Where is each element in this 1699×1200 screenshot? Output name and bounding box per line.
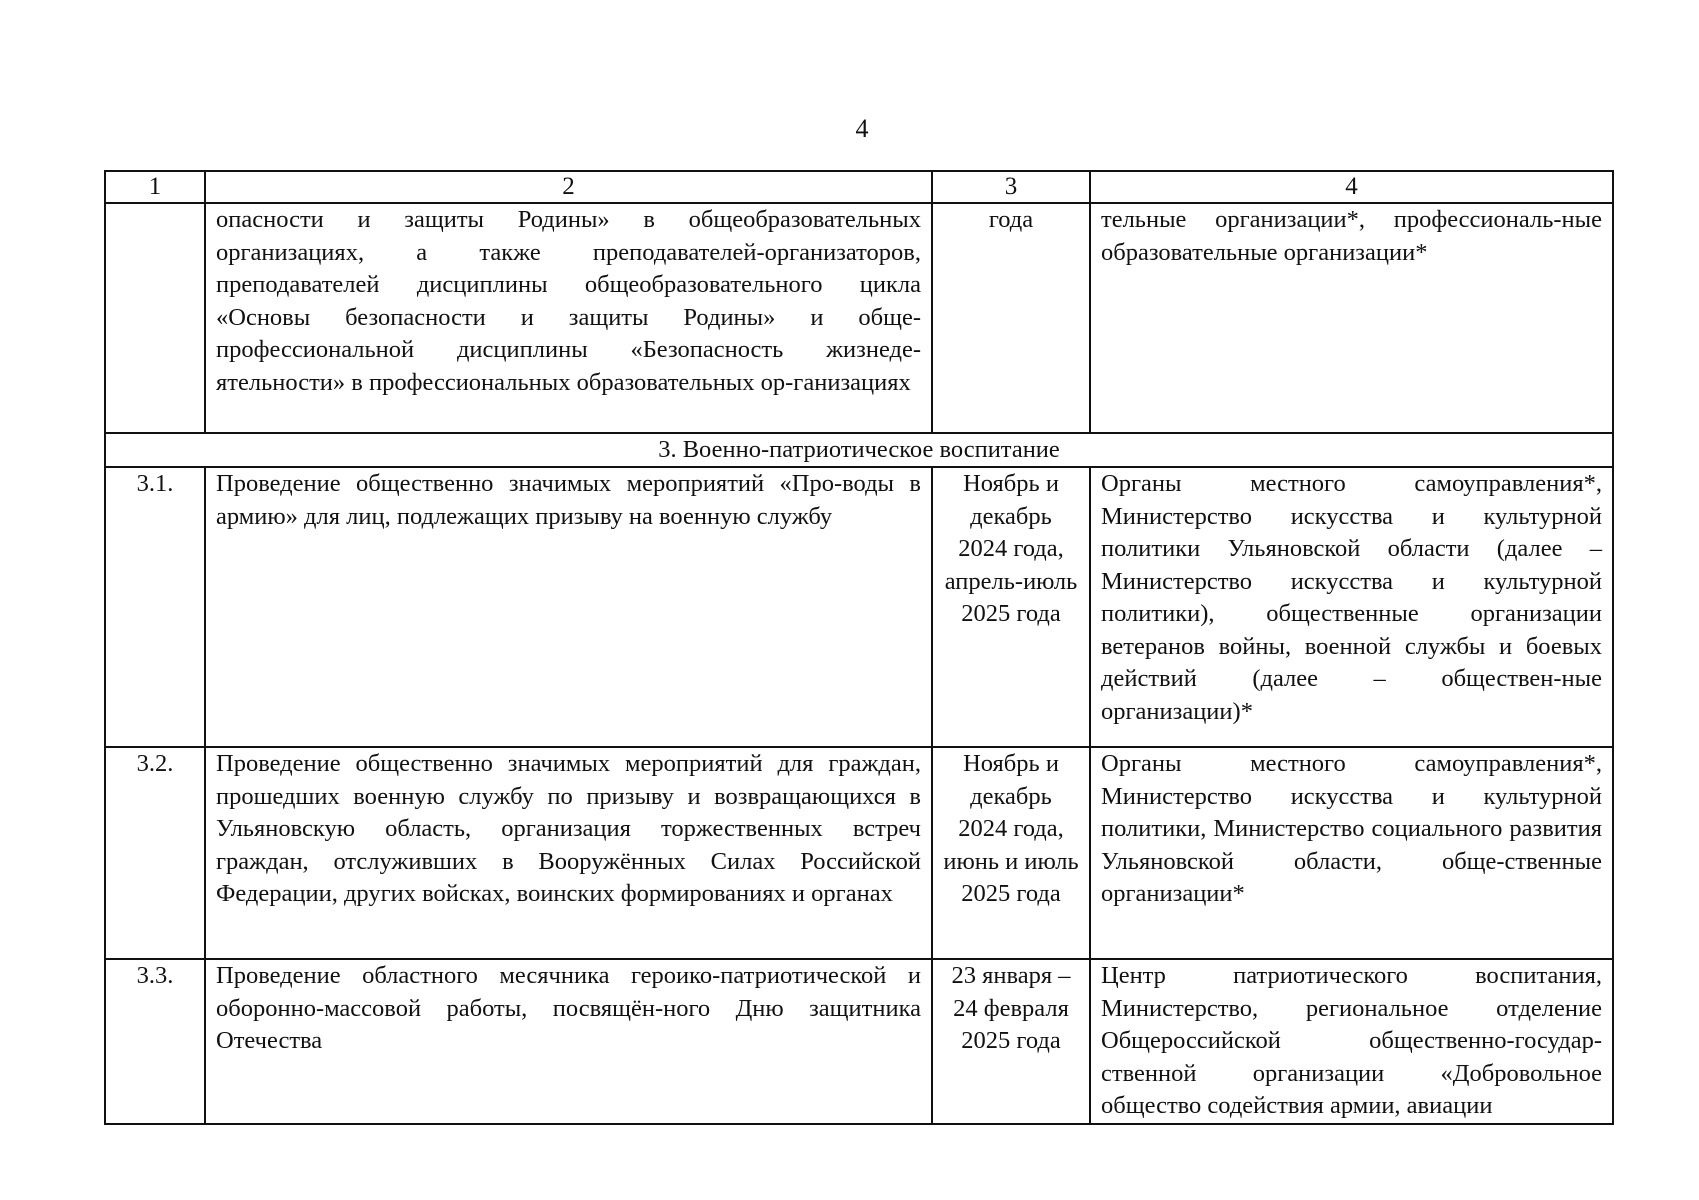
table-row <box>105 959 1613 1124</box>
event-term: 23 января – 24 февраля 2025 года <box>932 959 1090 1124</box>
table-row <box>105 467 1613 747</box>
event-description: Проведение общественно значимых мероприятий «Про-воды в армию» для лиц, подлежащих призыву на военную службу <box>205 467 932 747</box>
row-number: 3.2. <box>105 747 205 959</box>
column-number-2: 2 <box>205 171 932 203</box>
column-number-4: 4 <box>1090 171 1613 203</box>
column-number-1: 1 <box>105 171 205 203</box>
event-description: Проведение областного месячника героико-патриотической и оборонно-массовой работы, посвящён-ного Дню защитника Отечества <box>205 959 932 1124</box>
column-number-3: 3 <box>932 171 1090 203</box>
plan-table <box>104 170 1614 1125</box>
table-header-row <box>105 171 1613 203</box>
event-description: опасности и защиты Родины» в общеобразовательных организациях, а также преподавателей-организаторов, преподавателей дисциплины общеобразовательного цикла «Основы безопасности и защиты Родины» и обще-профессиональной дисциплины «Безопасность жизнеде-ятельности» в профессиональных образовательных ор-ганизациях <box>205 203 932 433</box>
table-row <box>105 747 1613 959</box>
row-number: 3.1. <box>105 467 205 747</box>
responsible-parties: Центр патриотического воспитания, Министерство, региональное отделение Общероссийской общественно-государ-ственной организации «Добровольное общество содействия армии, авиации <box>1090 959 1613 1124</box>
responsible-parties: Органы местного самоуправления*, Министерство искусства и культурной политики Ульяновской области (далее – Министерство искусства и культурной политики), общественные организации ветеранов войны, военной службы и боевых действий (далее – обществен-ные организации)* <box>1090 467 1613 747</box>
responsible-parties: тельные организации*, профессиональ-ные образовательные организации* <box>1090 203 1613 433</box>
event-term: Ноябрь и декабрь 2024 года, июнь и июль 2025 года <box>932 747 1090 959</box>
event-description: Проведение общественно значимых мероприятий для граждан, прошедших военную службу по призыву и возвращающихся в Ульяновскую область, организация торжественных встреч граждан, отслуживших в Вооружённых Силах Российской Федерации, других войсках, воинских формированиях и органах <box>205 747 932 959</box>
section-heading-row <box>105 433 1613 467</box>
section-title: 3. Военно-патриотическое воспитание <box>105 433 1613 467</box>
row-number: 3.3. <box>105 959 205 1124</box>
event-term: года <box>932 203 1090 433</box>
table-row-continuation <box>105 203 1613 433</box>
responsible-parties: Органы местного самоуправления*, Министерство искусства и культурной политики, Министерство социального развития Ульяновской области, обще-ственные организации* <box>1090 747 1613 959</box>
row-number <box>105 203 205 433</box>
event-term: Ноябрь и декабрь 2024 года, апрель-июль 2025 года <box>932 467 1090 747</box>
page-number: 4 <box>855 114 869 143</box>
